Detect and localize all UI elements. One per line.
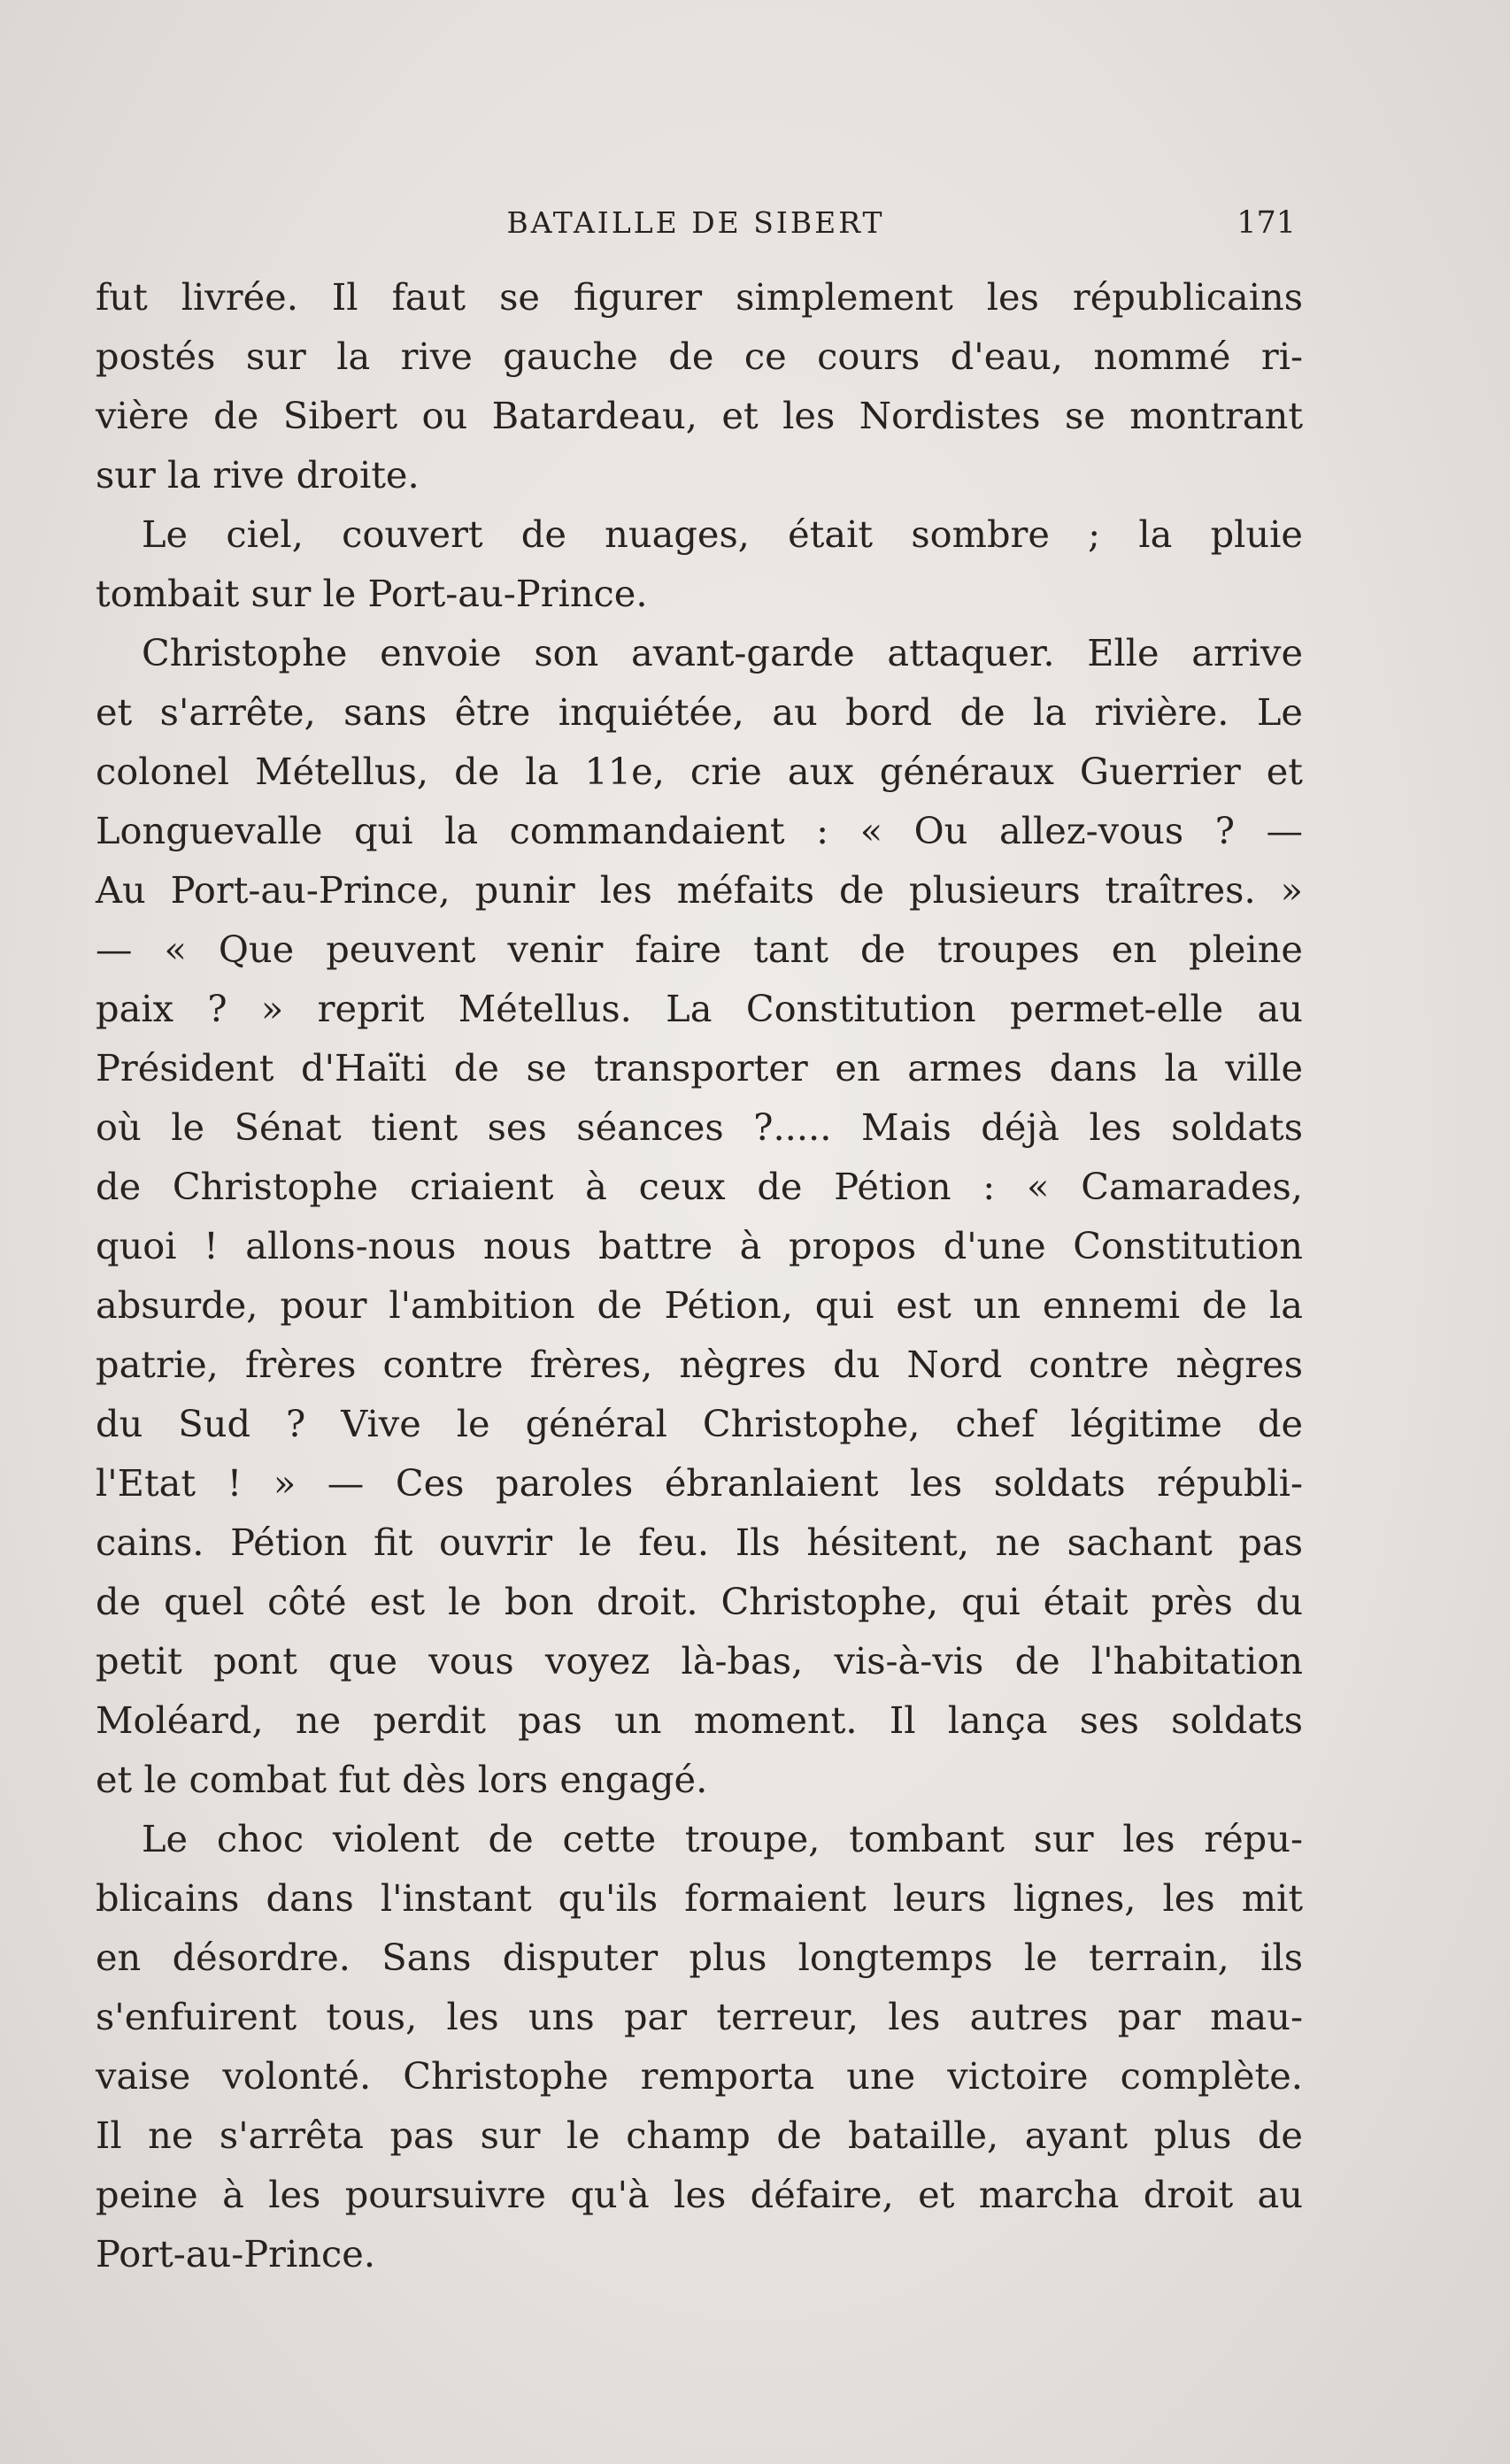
text-line: vaise volonté. Christophe remporta une victoire complète. [96, 2054, 1303, 2098]
text-line: colonel Métellus, de la 11e, crie aux généraux Guerrier et [96, 750, 1303, 793]
text-line: cains. Pétion fit ouvrir le feu. Ils hésitent, ne sachant pas [96, 1521, 1303, 1564]
text-line: peine à les poursuivre qu'à les défaire, et marcha droit au [96, 2173, 1303, 2216]
text-line: en désordre. Sans disputer plus longtemps le terrain, ils [96, 1936, 1303, 1979]
text-line: de Christophe criaient à ceux de Pétion : « Camarades, [96, 1165, 1303, 1208]
running-title: BATAILLE DE SIBERT [506, 205, 885, 240]
text-line: postés sur la rive gauche de ce cours d'eau, nommé ri- [96, 335, 1303, 378]
text-line: petit pont que vous voyez là-bas, vis-à-vis de l'habitation [96, 1639, 1303, 1682]
text-line: tombait sur le Port-au-Prince. [96, 572, 648, 615]
text-line: Port-au-Prince. [96, 2232, 376, 2275]
text-line: Longuevalle qui la commandaient : « Ou allez-vous ? — [96, 809, 1303, 852]
text-line: où le Sénat tient ses séances ?..... Mais déjà les soldats [96, 1105, 1303, 1149]
running-head [96, 204, 1296, 243]
text-line: — « Que peuvent venir faire tant de troupes en pleine [96, 928, 1303, 971]
text-line: Président d'Haïti de se transporter en armes dans la ville [96, 1046, 1303, 1090]
text-line: de quel côté est le bon droit. Christophe, qui était près du [96, 1580, 1303, 1623]
page-number: 171 [1237, 205, 1296, 241]
text-line: quoi ! allons-nous nous battre à propos d'une Constitution [96, 1224, 1303, 1267]
text-line: absurde, pour l'ambition de Pétion, qui est un ennemi de la [96, 1283, 1303, 1327]
text-line: patrie, frères contre frères, nègres du Nord contre nègres [96, 1343, 1303, 1386]
text-line: l'Etat ! » — Ces paroles ébranlaient les soldats républi- [96, 1461, 1303, 1505]
text-line: Au Port-au-Prince, punir les méfaits de plusieurs traîtres. » [96, 868, 1303, 912]
text-line: et s'arrête, sans être inquiétée, au bord de la rivière. Le [96, 690, 1303, 734]
text-line: s'enfuirent tous, les uns par terreur, les autres par mau- [96, 1995, 1303, 2038]
text-line: fut livrée. Il faut se figurer simplement les républicains [96, 275, 1303, 319]
text-line: Il ne s'arrêta pas sur le champ de bataille, ayant plus de [96, 2114, 1303, 2157]
text-line: Moléard, ne perdit pas un moment. Il lança ses soldats [96, 1698, 1303, 1742]
text-line: Christophe envoie son avant-garde attaquer. Elle arrive [142, 631, 1303, 674]
text-line: sur la rive droite. [96, 453, 420, 497]
text-line: et le combat fut dès lors engagé. [96, 1758, 708, 1801]
body-text [96, 267, 1303, 2283]
text-line: Le ciel, couvert de nuages, était sombre ; la pluie [142, 512, 1303, 556]
text-line: Le choc violent de cette troupe, tombant sur les répu- [142, 1817, 1303, 1860]
text-line: du Sud ? Vive le général Christophe, chef légitime de [96, 1402, 1303, 1445]
text-line: paix ? » reprit Métellus. La Constitution permet-elle au [96, 987, 1303, 1030]
text-line: blicains dans l'instant qu'ils formaient leurs lignes, les mit [96, 1876, 1303, 1920]
text-line: vière de Sibert ou Batardeau, et les Nordistes se montrant [96, 394, 1303, 437]
